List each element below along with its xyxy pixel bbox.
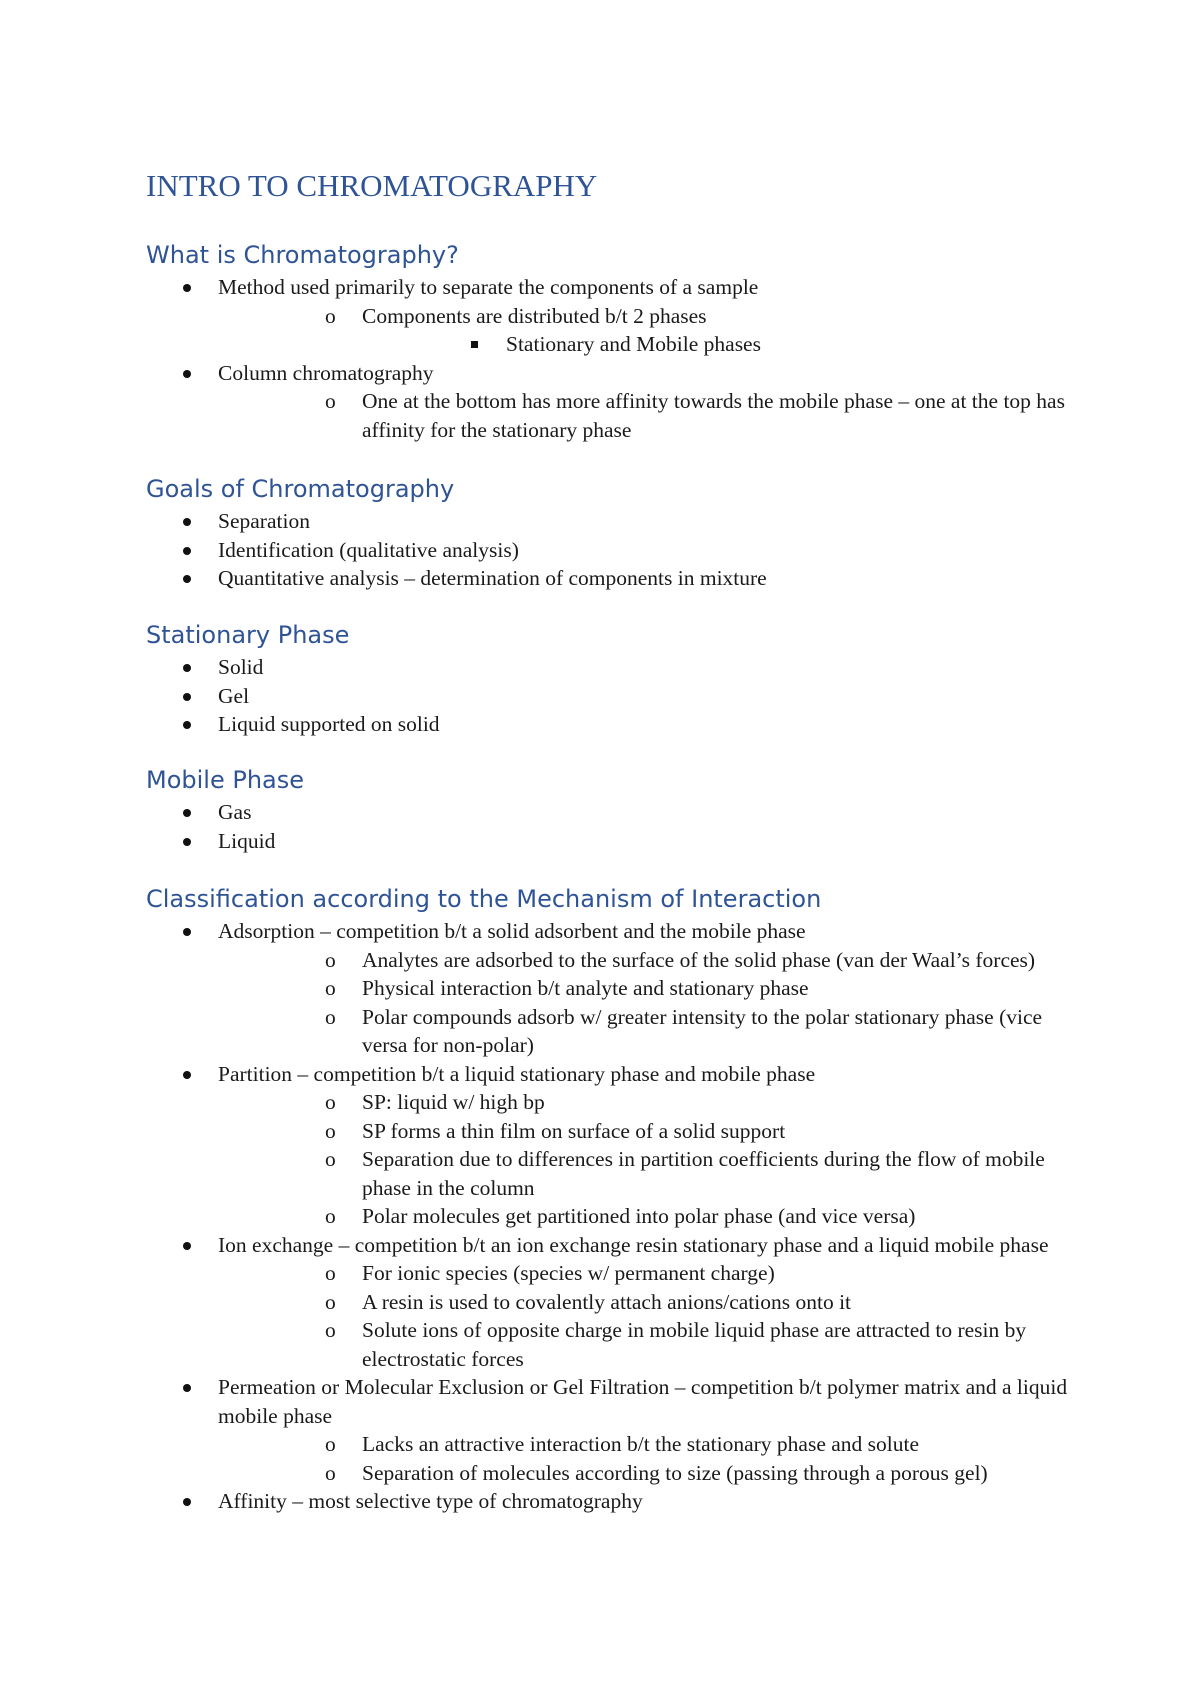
list-item-text: Affinity – most selective type of chromatography (218, 1489, 643, 1513)
list-item (146, 827, 1076, 856)
sub-list-item (290, 1003, 1076, 1060)
sub-list-item (290, 1316, 1076, 1373)
section-heading: Mobile Phase (146, 766, 305, 794)
sub-list (290, 1430, 1076, 1487)
list-item-affinity (146, 1487, 1076, 1516)
list-item-text: Permeation or Molecular Exclusion or Gel Filtration – competition b/t polymer matrix and a liquid mobile phase (218, 1375, 1068, 1428)
list-item-text: Components are distributed b/t 2 phases (362, 303, 707, 328)
list-item (146, 653, 1076, 682)
sub-list-item (290, 1088, 1076, 1117)
list-item-text: Separation due to differences in partition coefficients during the flow of mobile phase in the column (362, 1147, 1045, 1200)
sub-list (290, 387, 1076, 444)
list-item (146, 710, 1076, 739)
circle-bullet-icon: o (325, 303, 336, 328)
sub-list-item (290, 302, 1076, 359)
sub-list (290, 302, 1076, 359)
bullet-icon (183, 1384, 191, 1392)
list-item-text: Separation of molecules according to size (passing through a porous gel) (362, 1460, 988, 1485)
circle-bullet-icon: o (325, 976, 336, 1000)
list-item-text: Lacks an attractive interaction b/t the stationary phase and solute (362, 1432, 920, 1456)
sub-sub-list (434, 330, 1076, 359)
list-item-text: SP forms a thin film on surface of a solid support (362, 1118, 786, 1143)
bullet-icon (183, 518, 191, 526)
section-heading: What is Chromatography? (146, 241, 459, 269)
sub-list-item (290, 1288, 1076, 1317)
list-item-partition (146, 1060, 1076, 1231)
list-item (146, 682, 1076, 711)
circle-bullet-icon: o (325, 947, 336, 972)
list-item (146, 798, 1076, 827)
sub-list-item (290, 387, 1076, 444)
circle-bullet-icon: o (325, 1289, 336, 1314)
circle-bullet-icon: o (325, 1460, 336, 1485)
circle-bullet-icon: o (325, 1204, 336, 1228)
sub-list-item (290, 946, 1076, 975)
list-item-text: Gas (218, 800, 252, 824)
list-item-text: Stationary and Mobile phases (506, 332, 761, 356)
list-item-text: Quantitative analysis – determination of components in mixture (218, 566, 767, 590)
list-item-text: Solid (218, 655, 264, 679)
list-item-text: Method used primarily to separate the components of a sample (218, 275, 759, 299)
bullet-icon (183, 809, 191, 817)
list-item (146, 564, 1076, 593)
sub-list-item (290, 1430, 1076, 1459)
circle-bullet-icon: o (325, 1318, 336, 1342)
bullet-list (146, 798, 1076, 855)
sub-list-item (290, 974, 1076, 1003)
list-item-text: Adsorption – competition b/t a solid adsorbent and the mobile phase (218, 919, 806, 943)
bullet-icon (183, 1498, 191, 1506)
list-item-text: Partition – competition b/t a liquid stationary phase and mobile phase (218, 1061, 816, 1086)
list-item-text: Identification (qualitative analysis) (218, 537, 519, 562)
list-item-text: SP: liquid w/ high bp (362, 1090, 545, 1114)
list-item-text: One at the bottom has more affinity towards the mobile phase – one at the top has affinity for the stationary phase (362, 389, 1065, 442)
list-item-text: For ionic species (species w/ permanent charge) (362, 1261, 775, 1285)
bullet-icon (183, 1071, 191, 1079)
sub-list (290, 946, 1076, 1060)
sub-list-item (290, 1202, 1076, 1231)
section-heading: Goals of Chromatography (146, 475, 455, 503)
circle-bullet-icon: o (325, 1090, 336, 1114)
list-item (146, 359, 1076, 445)
square-bullet-icon (471, 341, 478, 348)
bullet-list (146, 653, 1076, 739)
circle-bullet-icon: o (325, 1432, 336, 1456)
section-goals (146, 474, 1076, 593)
section-heading: Stationary Phase (146, 621, 350, 649)
section-mobile-phase (146, 765, 1076, 855)
bullet-icon (183, 575, 191, 583)
circle-bullet-icon: o (325, 1261, 336, 1285)
section-stationary-phase (146, 620, 1076, 739)
circle-bullet-icon: o (325, 1118, 336, 1143)
list-item (146, 507, 1076, 536)
list-item-text: A resin is used to covalently attach anions/cations onto it (362, 1289, 852, 1314)
sub-list (290, 1088, 1076, 1231)
circle-bullet-icon: o (325, 389, 336, 413)
sub-list-item (290, 1117, 1076, 1146)
sub-list-item (290, 1459, 1076, 1488)
sub-sub-list-item (434, 330, 1076, 359)
list-item-text: Separation (218, 509, 310, 533)
list-item-text: Polar compounds adsorb w/ greater intensity to the polar stationary phase (vice versa for non-polar) (362, 1004, 1043, 1057)
list-item-text: Column chromatography (218, 360, 434, 385)
list-item-ion-exchange (146, 1231, 1076, 1374)
bullet-icon (183, 838, 191, 846)
list-item-text: Ion exchange – competition b/t an ion exchange resin stationary phase and a liquid mobile phase (218, 1232, 1049, 1257)
bullet-icon (183, 284, 191, 292)
bullet-icon (183, 721, 191, 729)
list-item-text: Polar molecules get partitioned into polar phase (and vice versa) (362, 1204, 916, 1228)
sub-list-item (290, 1259, 1076, 1288)
bullet-icon (183, 693, 191, 701)
bullet-icon (183, 547, 191, 555)
document-title: INTRO TO CHROMATOGRAPHY (146, 168, 598, 203)
bullet-list (146, 507, 1076, 593)
bullet-icon (183, 370, 191, 378)
list-item-text: Gel (218, 683, 250, 708)
list-item-text: Liquid (218, 828, 276, 853)
bullet-icon (183, 928, 191, 936)
sub-list-item (290, 1145, 1076, 1202)
bullet-icon (183, 1242, 191, 1250)
circle-bullet-icon: o (325, 1147, 336, 1171)
list-item-text: Analytes are adsorbed to the surface of the solid phase (van der Waal’s forces) (362, 947, 1036, 972)
list-item-adsorption (146, 917, 1076, 1060)
sub-list (290, 1259, 1076, 1373)
bullet-list (146, 917, 1076, 1516)
list-item-text: Solute ions of opposite charge in mobile liquid phase are attracted to resin by electrostatic forces (362, 1318, 1027, 1371)
section-heading: Classification according to the Mechanism of Interaction (146, 885, 822, 913)
list-item-text: Liquid supported on solid (218, 712, 440, 736)
section-what-is-chromatography (146, 240, 1076, 444)
section-classification (146, 884, 1076, 1516)
circle-bullet-icon: o (325, 1004, 336, 1029)
list-item-text: Physical interaction b/t analyte and stationary phase (362, 976, 809, 1000)
bullet-list (146, 273, 1076, 444)
list-item (146, 273, 1076, 359)
list-item (146, 536, 1076, 565)
bullet-icon (183, 664, 191, 672)
list-item-permeation (146, 1373, 1076, 1487)
